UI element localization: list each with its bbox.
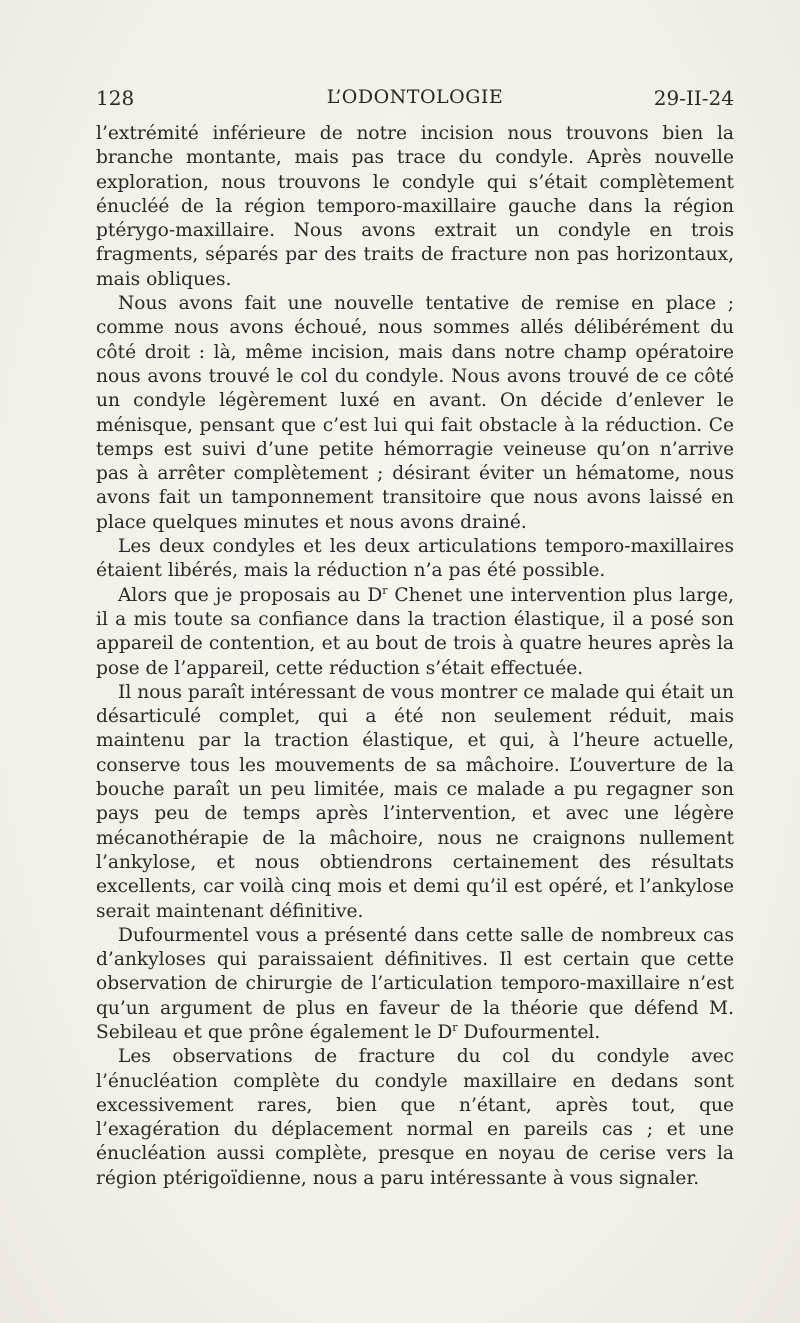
issue-date: 29-II-24: [653, 86, 734, 110]
paragraph-3: Les deux condyles et les deux articulations temporo-maxillaires étaient libérés, mais la réduction n’a pas été possible.: [96, 536, 734, 582]
paragraph-4-text-a: Alors que je proposais au D: [118, 584, 383, 606]
paragraph-7: Les observations de fracture du col du condyle avec l’énucléation complète du condyle maxillaire en dedans sont excessivement rares, bien que n’étant, après tout, que l’exagération du déplacement normal en pareils cas ; et une énucléation aussi complète, presque en noyau de cerise vers la région ptérigoïdienne, nous a paru intéressante à vous signaler.: [96, 1046, 734, 1189]
page-number: 128: [96, 86, 135, 110]
body-text: [96, 122, 734, 1191]
paragraph-1: l’extrémité inférieure de notre incision nous trouvons bien la branche montante, mais pas trace du condyle. Après nouvelle exploration, nous trouvons le condyle qui s’était complètement énucléé de la région temporo-maxillaire gauche dans la région ptérygo-maxillaire. Nous avons extrait un condyle en trois fragments, séparés par des traits de fracture non pas horizontaux, mais obliques.: [96, 123, 734, 290]
paragraph-4-text-b: Chenet une intervention plus large, il a mis toute sa confiance dans la traction élastique, il a posé son appareil de contention, et au bout de trois à quatre heures après la pose de l’appareil, cette réduction s’était effectuée.: [96, 584, 735, 679]
running-title: L’ODONTOLOGIE: [326, 86, 504, 108]
paragraph-5: Il nous paraît intéressant de vous montrer ce malade qui était un désarticulé complet, qui a été non seulement réduit, mais maintenu par la traction élastique, et qui, à l’heure actuelle, conserve tous les mouvements de sa mâchoire. L’ouverture de la bouche paraît un peu limitée, mais ce malade a pu regagner son pays peu de temps après l’intervention, et avec une légère mécanothérapie de la mâchoire, nous ne craignons nullement l’ankylose, et nous obtiendrons certainement des résultats excellents, car voilà cinq mois et demi qu’il est opéré, et l’ankylose serait maintenant définitive.: [96, 681, 734, 922]
paragraph-6: [96, 924, 734, 1045]
paragraph-6-text-a: Dufourmentel vous a présenté dans cette salle de nombreux cas d’ankyloses qui paraissaient définitives. Il est certain que cette observation de chirurgie de l’articulation temporo-maxillaire n’est qu’un argument de plus en faveur de la théorie que défend M. Sebileau et que prône également le D: [96, 924, 734, 1043]
paragraph-4: [96, 584, 734, 681]
doctor-abbrev-superscript: r: [452, 1020, 458, 1034]
running-header: [96, 86, 734, 116]
paragraph-2: Nous avons fait une nouvelle tentative de remise en place ; comme nous avons échoué, nous sommes allés délibérément du côté droit : là, même incision, mais dans notre champ opératoire nous avons trouvé le col du condyle. Nous avons trouvé de ce côté un condyle légèrement luxé en avant. On décide d’enlever le ménisque, pensant que c’est lui qui fait obstacle à la réduction. Ce temps est suivi d’une petite hémorragie veineuse qu’on n’arrive pas à arrêter complètement ; désirant éviter un hématome, nous avons fait un tamponnement transitoire que nous avons laissé en place quelques minutes et nous avons drainé.: [96, 293, 734, 533]
doctor-abbrev-superscript: r: [382, 583, 388, 597]
paragraph-6-text-b: Dufourmentel.: [457, 1021, 601, 1043]
